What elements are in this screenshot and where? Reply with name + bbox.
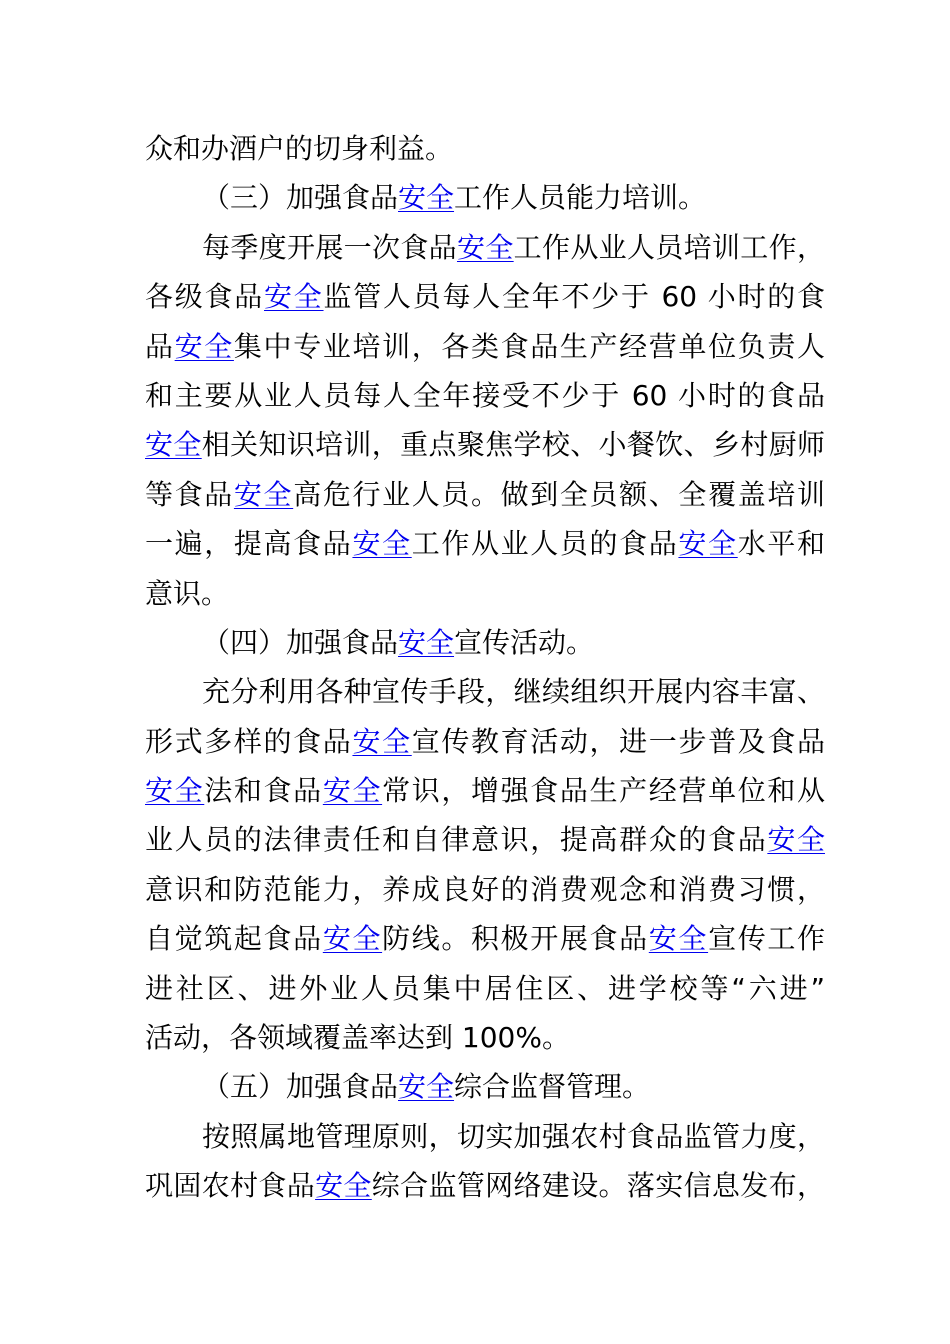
text-segment: 充分利用各种宣传手段，继续组织开展内容丰富、: [202, 675, 825, 709]
text-line: [145, 173, 825, 222]
text-line: [145, 1112, 825, 1161]
keyword-link[interactable]: 安全: [398, 625, 455, 659]
text-segment: 监管人员每人全年不少于 60 小时的食: [323, 280, 825, 314]
text-segment: 法和食品: [204, 774, 323, 808]
text-line: [145, 322, 825, 371]
text-line: [145, 815, 825, 864]
keyword-link[interactable]: 安全: [145, 774, 205, 808]
text-segment: 每季度开展一次食品: [202, 230, 457, 264]
text-segment: 进社区、进外业人员集中居住区、进学校等“六进”: [145, 971, 825, 1005]
keyword-link[interactable]: 安全: [322, 922, 383, 956]
text-segment: 工作人员能力培训。: [454, 181, 707, 215]
text-segment: 按照属地管理原则，切实加强农村食品监管力度，: [202, 1119, 825, 1153]
keyword-link[interactable]: 安全: [233, 477, 294, 511]
text-line: [145, 371, 825, 420]
keyword-link[interactable]: 安全: [174, 329, 234, 363]
text-segment: 众和办酒户的切身利益。: [145, 132, 454, 165]
text-line: [145, 865, 825, 914]
text-segment: 相关知识培训，重点聚焦学校、小餐饮、乡村厨师: [201, 428, 825, 462]
text-segment: 意识和防范能力，养成良好的消费观念和消费习惯，: [145, 872, 825, 906]
text-line: [145, 124, 825, 173]
text-segment: 宣传活动。: [454, 625, 595, 659]
keyword-link[interactable]: 安全: [352, 724, 412, 758]
text-line: [145, 420, 825, 469]
text-segment: 一遍，提高食品: [145, 527, 353, 561]
text-line: [145, 667, 825, 716]
keyword-link[interactable]: 安全: [322, 774, 383, 808]
text-line: [145, 1161, 825, 1210]
keyword-link[interactable]: 安全: [145, 428, 202, 462]
text-segment: 水平和: [737, 527, 825, 561]
text-segment: 各级食品: [145, 280, 265, 314]
text-segment: 巩固农村食品: [145, 1169, 316, 1203]
text-segment: 等食品: [145, 477, 234, 511]
text-segment: 集中专业培训，各类食品生产经营单位负责人: [233, 329, 825, 363]
text-line: [145, 964, 825, 1013]
text-line: [145, 470, 825, 519]
keyword-link[interactable]: 安全: [648, 922, 709, 956]
text-segment: （三）加强食品: [202, 181, 399, 215]
keyword-link[interactable]: 安全: [315, 1169, 372, 1203]
text-line: [145, 618, 825, 667]
text-segment: 综合监管网络建设。落实信息发布，: [371, 1169, 825, 1203]
text-line: [145, 223, 825, 272]
text-segment: 自觉筑起食品: [145, 922, 323, 956]
text-segment: 工作从业人员培训工作，: [513, 230, 825, 264]
text-segment: （四）加强食品: [202, 625, 399, 659]
text-segment: 活动，各领域覆盖率达到 100%。: [145, 1021, 570, 1055]
text-segment: （五）加强食品: [202, 1070, 399, 1104]
keyword-link[interactable]: 安全: [456, 230, 514, 264]
text-segment: 宣传教育活动，进一步普及食品: [411, 724, 825, 758]
text-segment: 和主要从业人员每人全年接受不少于 60 小时的食品: [145, 378, 825, 412]
text-segment: 工作从业人员的食品: [411, 527, 679, 561]
text-segment: 宣传工作: [708, 922, 825, 956]
text-line: [145, 569, 825, 618]
text-segment: 常识，增强食品生产经营单位和从: [382, 774, 825, 808]
keyword-link[interactable]: 安全: [767, 823, 825, 857]
keyword-link[interactable]: 安全: [352, 527, 412, 561]
text-line: [145, 914, 825, 963]
text-line: [145, 1013, 825, 1062]
keyword-link[interactable]: 安全: [264, 280, 324, 314]
text-segment: 综合监督管理。: [454, 1070, 651, 1104]
text-line: [145, 717, 825, 766]
text-segment: 高危行业人员。做到全员额、全覆盖培训: [293, 477, 825, 511]
text-line: [145, 519, 825, 568]
keyword-link[interactable]: 安全: [398, 181, 455, 215]
text-line: [145, 1062, 825, 1111]
text-line: [145, 272, 825, 321]
document-body: [145, 124, 825, 1211]
text-segment: 防线。积极开展食品: [382, 922, 649, 956]
text-segment: 业人员的法律责任和自律意识，提高群众的食品: [145, 823, 768, 857]
text-segment: 品: [145, 329, 175, 363]
text-segment: 意识。: [145, 576, 230, 610]
text-segment: 形式多样的食品: [145, 724, 353, 758]
keyword-link[interactable]: 安全: [678, 527, 738, 561]
text-line: [145, 766, 825, 815]
keyword-link[interactable]: 安全: [398, 1070, 455, 1104]
